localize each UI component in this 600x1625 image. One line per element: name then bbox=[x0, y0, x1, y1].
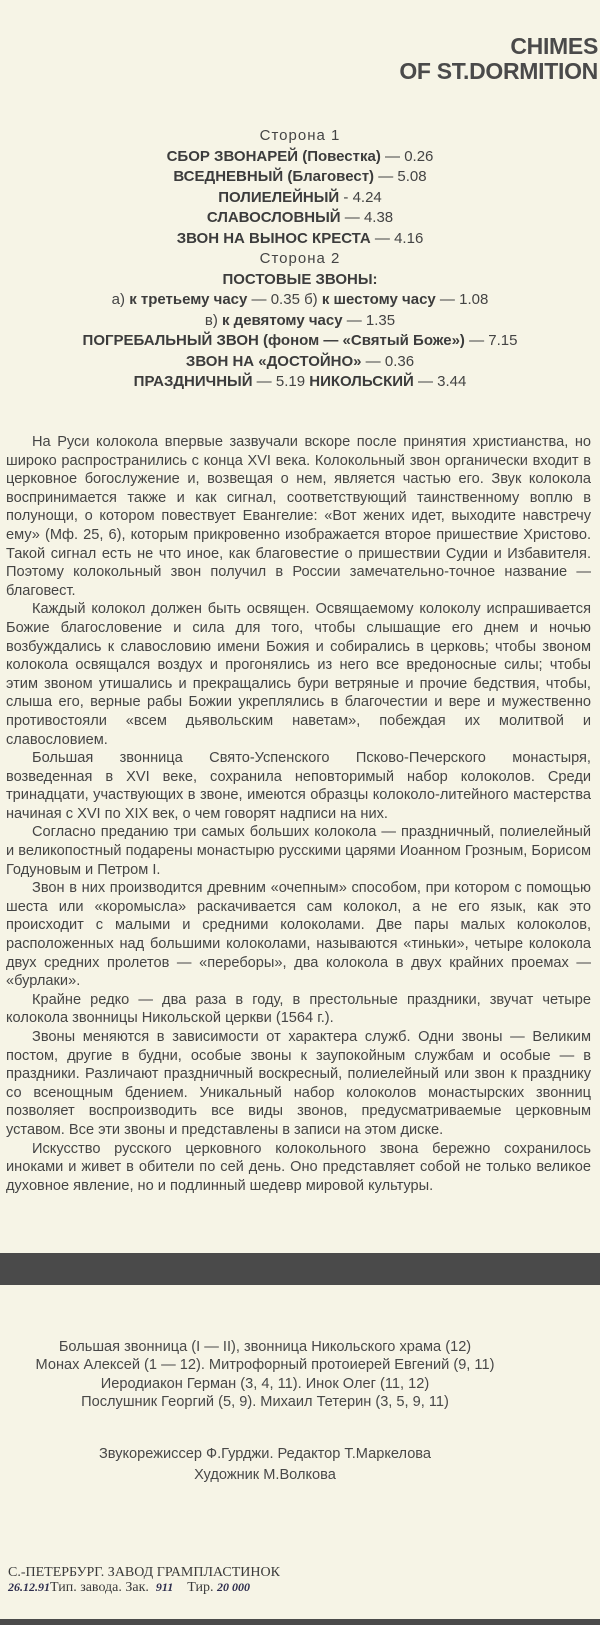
paragraph: Звон в них производится древним «очепным» способом, при котором с помощью шеста или «коромысла» раскачивается сам колокол, а не его язык, как это происходит с малыми и средними колоколами. Две пары малых колоколов, расположенных над большими колоколами, называются «тиньки», четыре колокола двух средних пролетов — «переборы», два колокола в двух крайних проемах — «бурлаки». bbox=[6, 880, 591, 990]
sub-track-row: в) к девятому часу — 1.35 bbox=[204, 311, 396, 329]
paragraph: Звоны меняются в зависимости от характера служб. Одни звоны — Великим постом, другие в будни, особые звоны к заупокойным службам и особые — в праздники. Различают праздничный воскресный, полиелейный или звон к празднику со всенощным бдением. Уникальный набор колоколов монастырских звонниц позволяет воспроизводить все виды звонов, предусматриваемые церковным уставом. Все эти звоны и представлены в записи на этом диске. bbox=[6, 1029, 591, 1138]
credit-line: Монах Алексей (1 — 12). Митрофорный протоиерей Евгений (9, 11) bbox=[35, 1357, 495, 1374]
credit-line: Большая звонница (I — II), звонница Никольского храма (12) bbox=[58, 1339, 472, 1355]
print-run: 20 000 bbox=[216, 1580, 250, 1594]
track-item: ПОЛИЕЛЕЙНЫЙ - 4.24 bbox=[218, 188, 382, 206]
bottom-edge-band bbox=[0, 1619, 600, 1625]
credit-line: Иеродиакон Герман (3, 4, 11). Инок Олег (11, 12) bbox=[100, 1375, 430, 1392]
dark-divider-band bbox=[0, 1253, 600, 1285]
paragraph: Большая звонница Свято-Успенского Псково-Печерского монастыря, возведенная в XVI веке, сохранила неповторимый набор колоколов. Среди тринадцати, участвующих в звоне, имеются образцы колоколо-литейного мастерства начиная с XVI по XIX век, о чем говорят надписи на них. bbox=[6, 750, 591, 822]
track-item: ВСЕДНЕВНЫЙ (Благовест) — 5.08 bbox=[173, 168, 427, 185]
staff-credits bbox=[0, 1444, 530, 1486]
paragraph: Крайне редко — два раза в году, в престольные праздники, звучат четыре колокола звонницы Никольской церкви (1564 г.). bbox=[6, 991, 591, 1027]
credit-line: Звукорежиссер Ф.Гурджи. Редактор Т.Маркелова bbox=[98, 1446, 432, 1462]
album-title-line1: CHIMES bbox=[510, 33, 598, 59]
print-date: 26.12.91 bbox=[8, 1580, 50, 1594]
track-item: СБОР ЗВОНАРЕЙ (Повестка) — 0.26 bbox=[166, 147, 434, 165]
track-item: ПРАЗДНИЧНЫЙ — 5.19 НИКОЛЬСКИЙ — 3.44 bbox=[133, 373, 467, 390]
track-item: СЛАВОСЛОВНЫЙ — 4.38 bbox=[206, 209, 394, 226]
side1-label: Сторона 1 bbox=[259, 127, 341, 144]
tracklist bbox=[0, 126, 600, 393]
album-title-line2: OF ST.DORMITION bbox=[399, 58, 598, 84]
imprint-details: 26.12.91Тип. завода. Зак. 911 Тир. 20 000 bbox=[8, 1580, 250, 1595]
track-item: ПОГРЕБАЛЬНЫЙ ЗВОН (фоном — «Святый Боже») — 7.15 bbox=[82, 332, 518, 349]
paragraph: На Руси колокола впервые зазвучали вскоре после принятия христианства, но широко распространились с конца XVI века. Колокольный звон органически входит в церковное богослужение и, возвещая о нем, является частью его. Звук колокола воспринимается также и как сигнал, соответствующий таинственному воплю в полунощи, о котором повествует Евангелие: «Вот жених идет, выходите навстречу ему» (Мф. 25, 6), которым прикровенно изображается второе пришествие Христово. Такой сигнал есть не что иное, как благовестие о пришествии Судии и Избавителя. Поэтому колокольный звон получил в России замечательно-точное название — благовест. bbox=[6, 434, 591, 599]
track-item: ЗВОН НА ВЫНОС КРЕСТА — 4.16 bbox=[176, 229, 424, 247]
paragraph: Каждый колокол должен быть освящен. Освящаемому колоколу испрашивается Божие благословение и сила для того, чтобы слышащие его днем и ночью возбуждались к славословию имени Божия и собирались в церковь; чтобы звоном колокола освящался воздух и прогонялись из него все вредоносные силы; чтобы этим звоном утишались и прекращались бури ветряные и прочие бедствия, чтобы, слыша его, верные рабы Божии укреплялись в благочестии и вере и мужественно противостояли «всем дьявольским наветам», побеждая их молитвой и славословием. bbox=[6, 601, 591, 748]
track-group-title: ПОСТОВЫЕ ЗВОНЫ: bbox=[222, 270, 378, 288]
paragraph: Искусство русского церковного колокольного звона бережно сохранилось иноками и живет в обители по сей день. Оно представляет собой не только великое духовное явление, но и подлинный шедевр мировой культуры. bbox=[6, 1140, 591, 1194]
imprint bbox=[8, 1565, 280, 1595]
credit-line: Художник М.Волкова bbox=[194, 1467, 336, 1483]
performers-credits bbox=[0, 1338, 530, 1412]
credit-line: Послушник Георгий (5, 9). Михаил Тетерин (3, 5, 9, 11) bbox=[81, 1394, 449, 1411]
album-title bbox=[399, 34, 598, 84]
paragraph: Согласно преданию три самых больших колокола — праздничный, полиелейный и великопостный подарены монастырю русскими царями Иоанном Грозным, Борисом Годуновым и Петром I. bbox=[6, 824, 591, 878]
liner-notes bbox=[6, 433, 591, 1195]
sub-track-row: а) к третьему часу — 0.35 б) к шестому часу — 1.08 bbox=[111, 291, 489, 308]
imprint-publisher: С.-ПЕТЕРБУРГ. ЗАВОД ГРАМПЛАСТИНОК bbox=[8, 1565, 280, 1580]
order-number: 911 bbox=[155, 1580, 174, 1594]
side2-label: Сторона 2 bbox=[259, 250, 341, 267]
track-item: ЗВОН НА «ДОСТОЙНО» — 0.36 bbox=[185, 352, 415, 370]
